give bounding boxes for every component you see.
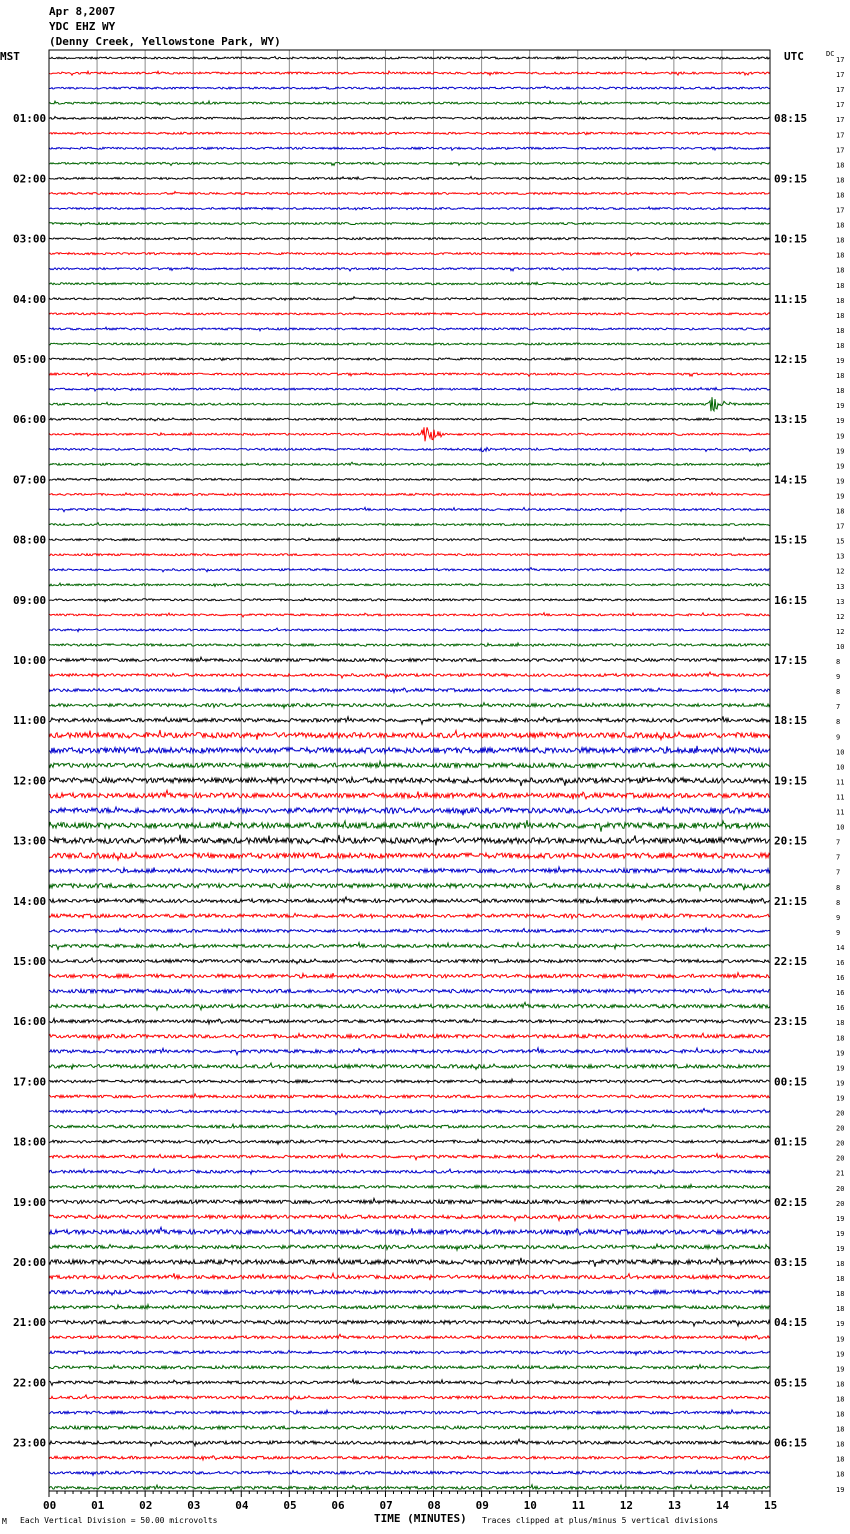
dc-offset-label: 20 xyxy=(836,1139,845,1148)
x-tick-label-14: 14 xyxy=(715,1499,730,1512)
trace-17 xyxy=(49,313,770,315)
trace-1 xyxy=(49,71,770,75)
hour-label-left: 16:00 xyxy=(13,1015,47,1029)
dc-offset-label: 19 xyxy=(836,462,845,471)
hour-label-left: 10:00 xyxy=(13,654,47,667)
dc-offset-label: 18 xyxy=(836,1034,845,1043)
dc-offset-label: 19 xyxy=(836,1064,845,1073)
trace-72 xyxy=(49,1140,770,1145)
dc-offset-label: 18 xyxy=(836,387,845,396)
dc-offset-label: 16 xyxy=(836,974,845,983)
trace-7 xyxy=(49,162,770,165)
hour-label-right: 01:15 xyxy=(774,1135,808,1149)
dc-offset-label: 19 xyxy=(836,492,845,501)
x-tick-label-11: 11 xyxy=(571,1499,585,1512)
hour-label-right: 16:15 xyxy=(774,593,808,607)
hour-label-right: 06:15 xyxy=(774,1436,808,1450)
dc-offset-label: 16 xyxy=(836,1004,845,1013)
hour-label-right: 20:15 xyxy=(774,834,808,848)
dc-offset-label: 18 xyxy=(836,341,845,350)
dc-offset-label: 8 xyxy=(836,658,841,666)
trace-61 xyxy=(49,973,770,979)
dc-offset-label: 19 xyxy=(836,1485,845,1494)
trace-76 xyxy=(49,1198,770,1203)
trace-10 xyxy=(49,207,770,210)
trace-12 xyxy=(49,238,770,241)
dc-offset-label: 10 xyxy=(836,748,845,757)
trace-3 xyxy=(49,101,770,105)
trace-66 xyxy=(49,1048,770,1055)
dc-offset-label: 16 xyxy=(836,959,845,967)
trace-36 xyxy=(49,598,770,601)
trace-28 xyxy=(49,478,770,481)
trace-33 xyxy=(49,554,770,556)
trace-21 xyxy=(49,373,770,377)
trace-20 xyxy=(49,358,770,361)
trace-62 xyxy=(49,989,770,993)
dc-offset-label: 18 xyxy=(836,326,845,335)
dc-offset-label: 19 xyxy=(836,357,845,365)
hour-label-right: 11:15 xyxy=(774,292,808,306)
trace-64 xyxy=(49,1019,770,1024)
hour-label-right: 23:15 xyxy=(774,1015,808,1029)
hour-label-left: 07:00 xyxy=(13,473,47,487)
dc-offset-label: 18 xyxy=(836,251,845,260)
scale-note: Each Vertical Division = 50.00 microvolts xyxy=(20,1516,218,1525)
hour-label-right: 09:15 xyxy=(774,172,808,186)
hour-label-left: 23:00 xyxy=(13,1436,47,1450)
x-tick-label-10: 10 xyxy=(523,1499,537,1512)
trace-34 xyxy=(49,568,770,572)
hour-label-right: 18:15 xyxy=(774,714,808,728)
trace-15 xyxy=(49,282,770,285)
hour-label-right: 13:15 xyxy=(774,413,808,427)
dc-offset-label: 18 xyxy=(836,161,845,170)
trace-44 xyxy=(49,716,770,724)
dc-offset-label: 11 xyxy=(836,793,845,802)
trace-81 xyxy=(49,1273,770,1280)
hour-label-left: 18:00 xyxy=(13,1135,47,1149)
trace-92 xyxy=(49,1439,770,1446)
dc-offset-label: 18 xyxy=(836,1455,845,1464)
trace-0 xyxy=(49,57,770,60)
hour-label-left: 03:00 xyxy=(13,232,47,246)
trace-89 xyxy=(49,1395,770,1400)
time-labels xyxy=(13,56,844,1512)
dc-offset-label: 19 xyxy=(836,1365,845,1374)
hour-label-right: 12:15 xyxy=(774,353,808,366)
hour-label-left: 09:00 xyxy=(13,593,47,607)
dc-offset-label: 18 xyxy=(836,266,845,275)
dc-label: DC xyxy=(826,50,835,58)
dc-offset-label: 13 xyxy=(836,552,845,561)
x-tick-label-09: 09 xyxy=(475,1499,489,1512)
trace-4 xyxy=(49,117,770,120)
dc-offset-label: 20 xyxy=(836,1184,845,1193)
hour-label-right: 15:15 xyxy=(774,533,808,547)
x-tick-label-00: 00 xyxy=(43,1499,57,1512)
hour-label-left: 12:00 xyxy=(13,774,47,788)
hour-label-left: 15:00 xyxy=(13,955,47,968)
hour-label-left: 13:00 xyxy=(13,834,47,848)
trace-84 xyxy=(49,1320,770,1326)
trace-69 xyxy=(49,1094,770,1098)
dc-offset-label: 8 xyxy=(836,688,841,697)
dc-offset-label: 18 xyxy=(836,296,845,305)
trace-19 xyxy=(49,343,770,345)
trace-16 xyxy=(49,297,770,300)
trace-56 xyxy=(49,897,770,904)
dc-offset-label: 12 xyxy=(836,567,845,576)
dc-offset-label: 19 xyxy=(836,1335,845,1344)
trace-35 xyxy=(49,583,770,586)
dc-offset-label: 19 xyxy=(836,402,845,411)
trace-65 xyxy=(49,1033,770,1039)
trace-45 xyxy=(49,730,770,740)
trace-63 xyxy=(49,1002,770,1010)
trace-87 xyxy=(49,1365,770,1369)
trace-2 xyxy=(49,86,770,89)
hour-label-right: 00:15 xyxy=(774,1075,808,1089)
dc-offset-label: 18 xyxy=(836,1425,845,1434)
dc-offset-label: 18 xyxy=(836,281,845,290)
trace-77 xyxy=(49,1215,770,1221)
hour-label-left: 17:00 xyxy=(13,1075,47,1089)
dc-offset-label: 18 xyxy=(836,372,845,381)
hour-label-left: 05:00 xyxy=(13,353,47,366)
dc-offset-label: 11 xyxy=(836,778,845,787)
trace-30 xyxy=(49,507,770,511)
hour-label-right: 04:15 xyxy=(774,1316,808,1330)
dc-offset-label: 19 xyxy=(836,432,845,441)
dc-offset-label: 18 xyxy=(836,191,845,200)
dc-offset-label: 18 xyxy=(836,1470,845,1479)
trace-59 xyxy=(49,943,770,950)
trace-31 xyxy=(49,523,770,527)
utc-label: UTC xyxy=(784,50,804,63)
trace-13 xyxy=(49,253,770,256)
dc-offset-label: 7 xyxy=(836,868,841,877)
dc-offset-label: 15 xyxy=(836,537,845,546)
hour-label-right: 02:15 xyxy=(774,1195,808,1209)
dc-offset-label: 18 xyxy=(836,236,845,245)
dc-offset-label: 10 xyxy=(836,642,845,651)
trace-26 xyxy=(49,448,770,452)
x-tick-label-07: 07 xyxy=(379,1499,393,1512)
trace-42 xyxy=(49,688,770,693)
trace-67 xyxy=(49,1063,770,1070)
trace-74 xyxy=(49,1169,770,1174)
trace-80 xyxy=(49,1258,770,1267)
mst-label: MST xyxy=(0,50,20,63)
trace-49 xyxy=(49,790,770,799)
dc-offset-label: 17 xyxy=(836,71,845,80)
trace-71 xyxy=(49,1124,770,1129)
dc-offset-label: 19 xyxy=(836,1079,845,1088)
x-tick-label-03: 03 xyxy=(187,1499,201,1512)
hour-label-left: 19:00 xyxy=(13,1195,47,1209)
trace-60 xyxy=(49,958,770,964)
dc-offset-label: 17 xyxy=(836,206,845,215)
dc-offset-label: 11 xyxy=(836,808,845,817)
dc-offset-label: 19 xyxy=(836,1320,845,1329)
trace-25 xyxy=(49,427,770,441)
footer-mark: M xyxy=(2,1517,7,1526)
dc-offset-label: 8 xyxy=(836,898,841,907)
dc-offset-label: 9 xyxy=(836,928,841,937)
dc-offset-label: 17 xyxy=(836,116,845,125)
seismic-traces xyxy=(49,57,770,1491)
dc-offset-label: 12 xyxy=(836,612,845,621)
dc-offset-label: 12 xyxy=(836,627,845,636)
trace-82 xyxy=(49,1290,770,1295)
x-tick-label-06: 06 xyxy=(331,1499,345,1512)
trace-22 xyxy=(49,388,770,392)
trace-29 xyxy=(49,493,770,496)
dc-offset-label: 13 xyxy=(836,582,845,591)
trace-93 xyxy=(49,1456,770,1460)
hour-label-right: 03:15 xyxy=(774,1256,808,1269)
dc-offset-label: 18 xyxy=(836,1305,845,1314)
dc-offset-label: 10 xyxy=(836,823,845,832)
dc-offset-label: 20 xyxy=(836,1154,845,1163)
trace-38 xyxy=(49,628,770,632)
dc-offset-label: 14 xyxy=(836,943,845,952)
trace-8 xyxy=(49,177,770,180)
trace-41 xyxy=(49,672,770,678)
hour-label-right: 14:15 xyxy=(774,473,808,487)
trace-18 xyxy=(49,327,770,331)
station-label: YDC EHZ WY xyxy=(49,20,116,33)
trace-50 xyxy=(49,807,770,816)
dc-offset-label: 17 xyxy=(836,522,845,531)
dc-offset-label: 19 xyxy=(836,1244,845,1253)
x-tick-label-01: 01 xyxy=(91,1499,105,1512)
trace-43 xyxy=(49,703,770,708)
dc-offset-label: 18 xyxy=(836,1440,845,1449)
hour-label-left: 08:00 xyxy=(13,533,47,547)
dc-offset-label: 20 xyxy=(836,1124,845,1133)
x-tick-label-12: 12 xyxy=(619,1499,634,1512)
dc-offset-label: 9 xyxy=(836,673,841,682)
trace-37 xyxy=(49,613,770,617)
trace-5 xyxy=(49,132,770,135)
dc-offset-label: 18 xyxy=(836,507,845,516)
trace-70 xyxy=(49,1109,770,1115)
dc-offset-label: 10 xyxy=(836,763,845,772)
trace-9 xyxy=(49,192,770,195)
dc-offset-label: 7 xyxy=(836,853,841,862)
trace-14 xyxy=(49,267,770,271)
dc-offset-label: 18 xyxy=(836,1019,845,1028)
trace-91 xyxy=(49,1426,770,1429)
dc-offset-label: 18 xyxy=(836,1410,845,1419)
dc-offset-label: 19 xyxy=(836,1214,845,1223)
dc-offset-label: 16 xyxy=(836,989,845,998)
dc-offset-label: 18 xyxy=(836,1290,845,1299)
hour-label-right: 22:15 xyxy=(774,955,808,968)
trace-94 xyxy=(49,1470,770,1475)
trace-53 xyxy=(49,852,770,860)
dc-offset-label: 19 xyxy=(836,1049,845,1058)
dc-offset-label: 17 xyxy=(836,146,845,155)
dc-offset-label: 17 xyxy=(836,101,845,110)
hour-label-right: 21:15 xyxy=(774,894,808,908)
trace-78 xyxy=(49,1227,770,1235)
dc-offset-label: 18 xyxy=(836,1275,845,1284)
trace-95 xyxy=(49,1485,770,1491)
hour-label-right: 10:15 xyxy=(774,232,808,246)
trace-39 xyxy=(49,643,770,646)
hour-label-left: 02:00 xyxy=(13,172,47,186)
trace-55 xyxy=(49,883,770,890)
trace-86 xyxy=(49,1350,770,1355)
dc-offset-label: 7 xyxy=(836,838,841,847)
trace-68 xyxy=(49,1079,770,1083)
dc-offset-label: 18 xyxy=(836,1395,845,1404)
trace-6 xyxy=(49,147,770,150)
dc-offset-label: 18 xyxy=(836,176,845,185)
hour-label-right: 08:15 xyxy=(774,112,808,126)
x-tick-label-04: 04 xyxy=(235,1499,249,1512)
trace-73 xyxy=(49,1154,770,1160)
hour-label-right: 05:15 xyxy=(774,1376,808,1390)
hour-label-right: 19:15 xyxy=(774,774,808,788)
dc-offset-label: 19 xyxy=(836,447,845,456)
location-label: (Denny Creek, Yellowstone Park, WY) xyxy=(49,35,281,48)
trace-88 xyxy=(49,1379,770,1385)
dc-offset-label: 18 xyxy=(836,311,845,320)
x-tick-label-15: 15 xyxy=(764,1499,778,1512)
plot-frame xyxy=(49,50,770,1491)
trace-23 xyxy=(49,397,770,411)
hour-label-right: 17:15 xyxy=(774,654,808,667)
dc-offset-label: 17 xyxy=(836,131,845,140)
trace-47 xyxy=(49,761,770,767)
trace-32 xyxy=(49,538,770,541)
dc-offset-label: 9 xyxy=(836,733,841,742)
dc-offset-label: 17 xyxy=(836,86,845,95)
date-label: Apr 8,2007 xyxy=(49,5,116,18)
dc-offset-label: 8 xyxy=(836,883,841,892)
dc-offset-label: 8 xyxy=(836,718,841,727)
trace-79 xyxy=(49,1244,770,1250)
dc-offset-label: 19 xyxy=(836,1094,845,1103)
trace-48 xyxy=(49,777,770,786)
dc-offset-label: 19 xyxy=(836,1229,845,1238)
clip-note: Traces clipped at plus/minus 5 vertical divisions xyxy=(482,1516,719,1525)
dc-offset-label: 19 xyxy=(836,417,845,426)
x-tick-label-05: 05 xyxy=(283,1499,297,1512)
hour-label-left: 22:00 xyxy=(13,1376,47,1390)
dc-offset-label: 21 xyxy=(836,1169,845,1178)
trace-85 xyxy=(49,1334,770,1339)
hour-label-left: 20:00 xyxy=(13,1256,47,1269)
trace-58 xyxy=(49,928,770,932)
trace-75 xyxy=(49,1185,770,1189)
dc-offset-label: 9 xyxy=(836,913,841,922)
x-tick-label-08: 08 xyxy=(427,1499,441,1512)
hour-label-left: 04:00 xyxy=(13,292,47,306)
dc-offset-label: 18 xyxy=(836,221,845,230)
dc-offset-label: 20 xyxy=(836,1109,845,1118)
trace-40 xyxy=(49,657,770,661)
x-axis-label: TIME (MINUTES) xyxy=(374,1512,467,1525)
dc-offset-label: 19 xyxy=(836,1350,845,1359)
dc-offset-label: 17 xyxy=(836,56,845,64)
trace-27 xyxy=(49,462,770,466)
trace-52 xyxy=(49,835,770,846)
dc-offset-label: 19 xyxy=(836,477,845,486)
trace-11 xyxy=(49,223,770,226)
trace-54 xyxy=(49,867,770,873)
trace-90 xyxy=(49,1410,770,1414)
x-tick-label-02: 02 xyxy=(139,1499,153,1512)
dc-offset-label: 7 xyxy=(836,703,841,712)
x-tick-label-13: 13 xyxy=(667,1499,682,1512)
trace-51 xyxy=(49,820,770,831)
trace-57 xyxy=(49,913,770,919)
trace-46 xyxy=(49,746,770,754)
dc-offset-label: 18 xyxy=(836,1380,845,1389)
hour-label-left: 01:00 xyxy=(13,112,47,126)
hour-label-left: 06:00 xyxy=(13,413,47,427)
dc-offset-label: 20 xyxy=(836,1199,845,1208)
trace-24 xyxy=(49,418,770,421)
hour-label-left: 21:00 xyxy=(13,1316,47,1330)
hour-label-left: 11:00 xyxy=(13,714,47,728)
hour-label-left: 14:00 xyxy=(13,894,47,908)
dc-offset-label: 18 xyxy=(836,1260,845,1268)
trace-83 xyxy=(49,1304,770,1309)
dc-offset-label: 13 xyxy=(836,597,845,606)
